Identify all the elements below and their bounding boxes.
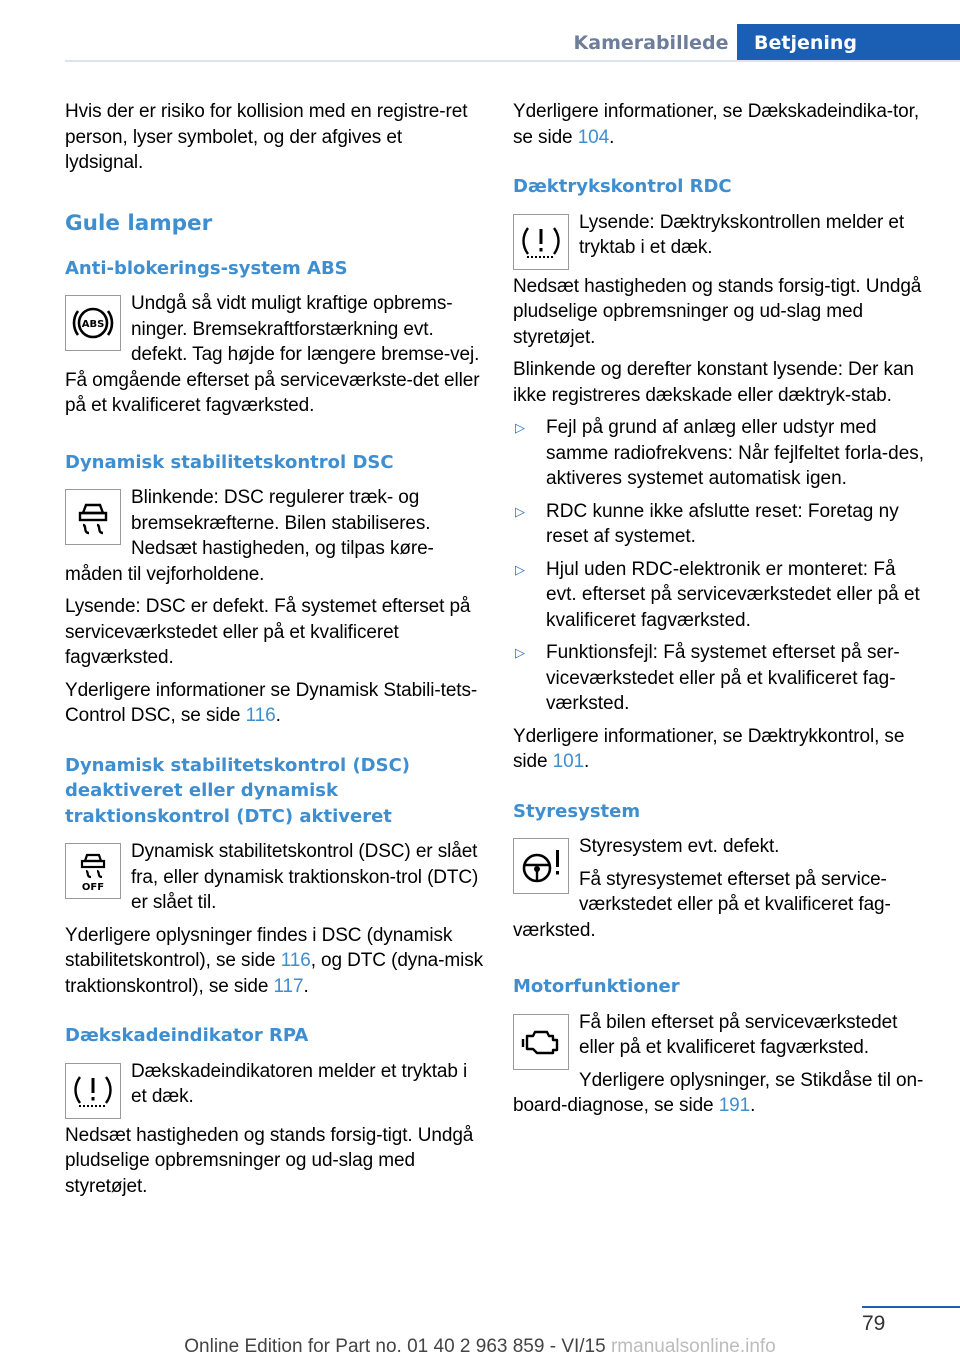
page-link-104[interactable]: 104 [577, 126, 610, 148]
engine-paragraph-2: Yderligere oplysninger, se Stikdåse til on-board-diagnose, se side 191. [513, 1069, 924, 1116]
list-item: ▷ Funktionsfejl: Få systemet efterset på ser-viceværkstedet eller på et kvalificeret fag-værksted. [515, 642, 900, 714]
engine-check-icon [513, 1014, 569, 1070]
dsc-heading: Dynamisk stabilitetskontrol DSC [65, 451, 394, 473]
rpa-more-info: Yderligere informationer, se Dækskadeindika-tor, se side 104. [513, 101, 920, 148]
section-title-yellow-lamps: Gule lamper [65, 210, 213, 236]
header-rule [65, 60, 960, 62]
page-link-116b[interactable]: 116 [280, 950, 311, 971]
page-link-117[interactable]: 117 [273, 975, 304, 997]
footer-rule [862, 1306, 960, 1308]
abs-heading: Anti-blokerings-system ABS [65, 257, 348, 279]
abs-warning-icon [65, 295, 121, 351]
tire-pressure-icon [513, 214, 569, 270]
dsc-off-icon [65, 843, 121, 899]
steering-text: Styresystem evt. defekt. [579, 836, 780, 857]
list-item: ▷ Fejl på grund af anlæg eller udstyr med samme radiofrekvens: Når fejlfeltet forla-des, aktiveres systemet automatisk igen. [515, 417, 925, 489]
header-tab-section[interactable]: Kamerabillede [573, 32, 729, 54]
dtc-paragraph-2: Yderligere oplysninger findes i DSC (dynamisk stabilitetskontrol), se side 116, og DTC (dyna-misk traktionskontrol), se side 117. [65, 924, 484, 997]
page-link-101[interactable]: 101 [552, 751, 585, 772]
rdc-bullet-list [513, 415, 931, 717]
dsc-text: Blinkende: DSC regulerer træk- og bremsekræfterne. Bilen stabiliseres. Nedsæt hastigheden, og tilpas køre-måden til vejforholdene. [65, 487, 434, 585]
rpa-paragraph-2: Nedsæt hastigheden og stands forsig-tigt. Undgå pludselige opbremsninger og ud-slag med styretøjet. [65, 1124, 474, 1197]
page-link-191[interactable]: 191 [718, 1095, 751, 1116]
abs-text: Undgå så vidt muligt kraftige opbrems-ninger. Bremsekraftforstærkning evt. defekt. Tag højde for længere bremse-vej. Få omgående efterset på serviceværkste-det eller på et kvalificeret fagværksted. [65, 293, 480, 416]
triangle-bullet-icon: ▷ [515, 561, 525, 577]
triangle-bullet-icon: ▷ [515, 503, 525, 519]
rdc-paragraph-3: Blinkende og derefter konstant lysende: Der kan ikke registreres dækskade eller dæktryk-stab. [513, 359, 914, 406]
list-item: ▷ RDC kunne ikke afslutte reset: Foretag ny reset af systemet. [515, 500, 899, 547]
footer-edition: Online Edition for Part no. 01 40 2 963 859 - VI/15 rmanualsonline.info [184, 1336, 776, 1357]
right-column [513, 99, 931, 1126]
rdc-text: Lysende: Dæktrykskontrollen melder et tryktab i et dæk. [579, 211, 905, 258]
left-column [65, 99, 483, 1206]
steering-paragraph-2: Få styresystemet efterset på service-værkstedet eller på et kvalificeret fag-værksted. [513, 868, 891, 941]
svg-text:OFF: OFF [81, 882, 105, 893]
list-item: ▷ Hjul uden RDC-elektronik er monteret: Få evt. efterset på serviceværkstedet eller på et kvalificeret fagværksted. [515, 558, 920, 631]
rpa-text: Dækskadeindikatoren melder et tryktab i et dæk. [131, 1060, 468, 1107]
steering-heading: Styresystem [513, 800, 641, 822]
dsc-skid-car-icon [65, 489, 121, 545]
triangle-bullet-icon: ▷ [515, 645, 525, 660]
dtc-heading: Dynamisk stabilitetskontrol (DSC) deaktiveret eller dynamisk traktionskontrol (DTC) aktiveret [65, 754, 411, 827]
rdc-paragraph-2: Nedsæt hastigheden og stands forsig-tigt. Undgå pludselige opbremsninger og ud-slag med styretøjet. [513, 275, 922, 348]
tire-warning-icon [65, 1063, 121, 1119]
rpa-heading: Dækskadeindikator RPA [65, 1025, 309, 1046]
watermark: rmanualsonline.info [610, 1336, 776, 1357]
engine-text: Få bilen efterset på serviceværkstedet eller på et kvalificeret fagværksted. [579, 1011, 898, 1058]
rdc-paragraph-4: Yderligere informationer, se Dæktrykkontrol, se side 101. [513, 725, 905, 772]
dsc-paragraph-2: Lysende: DSC er defekt. Få systemet efterset på serviceværkstedet eller på et kvalificeret fagværksted. [65, 596, 471, 668]
engine-heading: Motorfunktioner [513, 976, 680, 997]
page-link-116[interactable]: 116 [245, 705, 276, 726]
rdc-heading: Dæktrykskontrol RDC [513, 176, 732, 197]
steering-warning-icon [513, 838, 569, 894]
header-tab-active[interactable]: Betjening [737, 24, 960, 62]
page-number: 79 [862, 1312, 886, 1335]
triangle-bullet-icon: ▷ [515, 420, 525, 435]
dtc-text: Dynamisk stabilitetskontrol (DSC) er slået fra, eller dynamisk traktionskon-trol (DTC) er slået til. [131, 841, 479, 913]
intro-paragraph: Hvis der er risiko for kollision med en registre-ret person, lyser symbolet, og der afgives et lydsignal. [65, 101, 468, 173]
svg-text:ABS: ABS [81, 319, 105, 330]
dsc-paragraph-3: Yderligere informationer se Dynamisk Stabili-tets-Control DSC, se side 116. [65, 679, 478, 726]
